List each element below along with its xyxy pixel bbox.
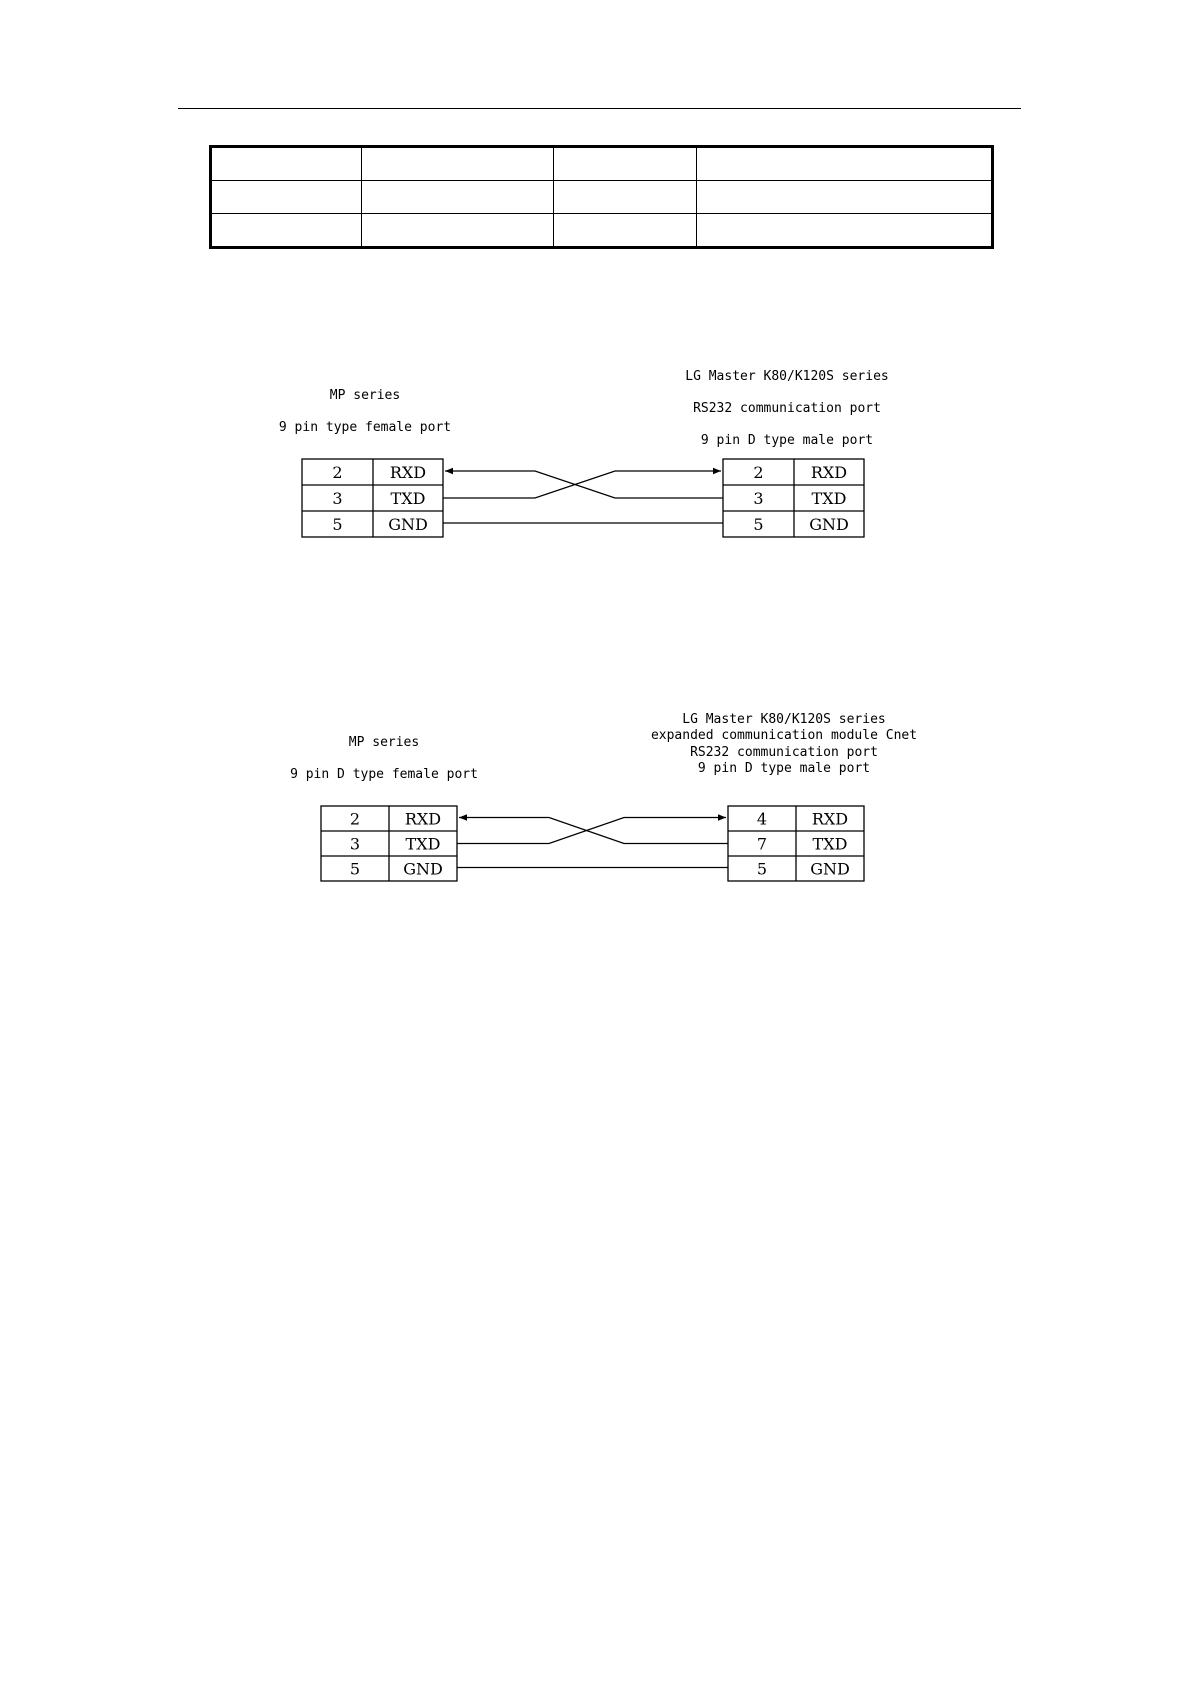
wiring-diagram-1 (279, 369, 889, 537)
signal-name: TXD (812, 834, 848, 854)
signal-name: RXD (389, 463, 427, 482)
right-port-caption: expanded communication module Cnet (650, 728, 918, 743)
txd-to-rxd-wire (445, 471, 723, 498)
signal-name: TXD (405, 834, 441, 854)
pin-number: 3 (753, 489, 764, 508)
rxd-from-txd-wire (443, 471, 721, 498)
pin-number: 5 (349, 859, 361, 879)
left-port-caption: 9 pin type female port (278, 420, 452, 435)
signal-name: GND (403, 859, 443, 879)
signal-name: RXD (404, 809, 442, 829)
right-port-caption: RS232 communication port (690, 745, 878, 760)
pin-number: 5 (753, 515, 764, 534)
signal-name: GND (388, 515, 428, 534)
left-port-caption: 9 pin D type female port (290, 767, 478, 782)
signal-name: GND (810, 859, 850, 879)
signal-name: TXD (390, 489, 426, 508)
left-port-caption: MP series (348, 735, 420, 750)
pin-number: 3 (349, 834, 361, 854)
pin-number: 5 (332, 515, 343, 534)
pin-number: 2 (349, 809, 361, 829)
right-port-caption: LG Master K80/K120S series (685, 369, 889, 384)
right-port-caption: 9 pin D type male port (697, 761, 871, 776)
wires (457, 818, 728, 868)
pin-number: 4 (756, 809, 768, 829)
right-port-caption: RS232 communication port (693, 401, 881, 416)
left-pin-table (321, 806, 457, 881)
signal-name: TXD (811, 489, 847, 508)
pin-number: 5 (756, 859, 768, 879)
right-port-caption: 9 pin D type male port (700, 433, 874, 448)
signal-name: GND (809, 515, 849, 534)
pin-number: 2 (332, 463, 343, 482)
pin-number: 7 (756, 834, 768, 854)
wiring-diagram-2 (290, 712, 917, 881)
txd-to-rxd-wire (459, 818, 728, 844)
signal-name: RXD (811, 809, 849, 829)
right-pin-table (723, 459, 864, 537)
pin-number: 2 (753, 463, 764, 482)
left-port-caption: MP series (329, 388, 401, 403)
right-pin-table (728, 806, 864, 881)
pin-number: 3 (332, 489, 343, 508)
left-pin-table (302, 459, 443, 537)
right-port-caption: LG Master K80/K120S series (682, 712, 886, 727)
signal-name: RXD (810, 463, 848, 482)
rxd-from-txd-wire (457, 818, 726, 844)
wires (443, 471, 723, 523)
